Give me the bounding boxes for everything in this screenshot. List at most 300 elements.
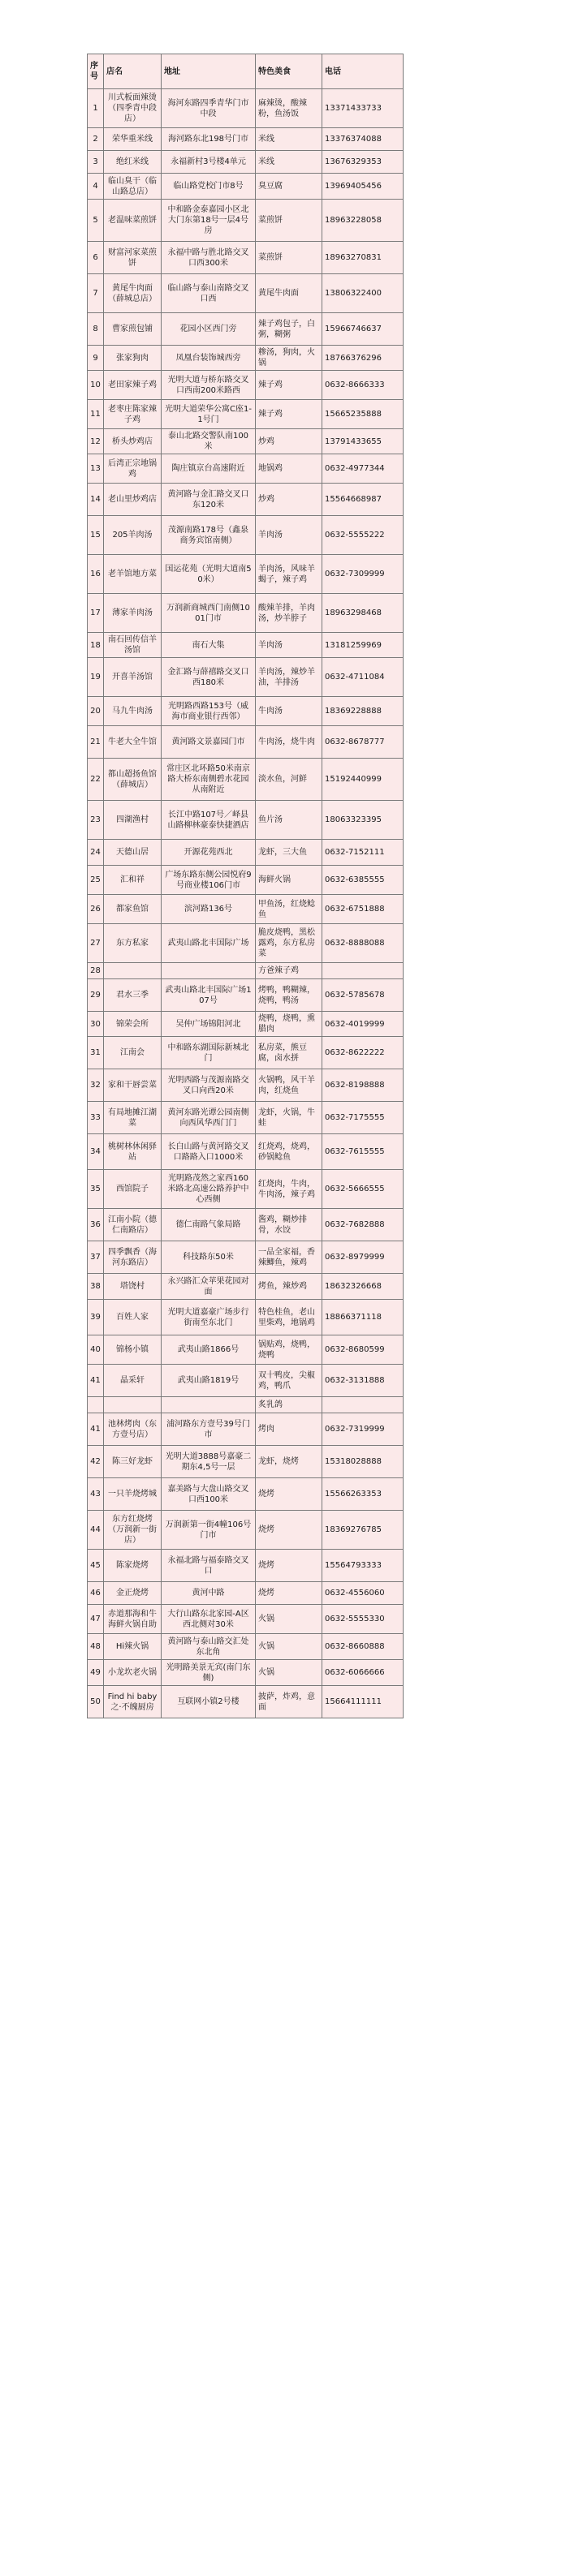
row-food: 海鲜火锅 — [256, 866, 322, 895]
row-name: 黄尾牛肉面（薛城总店） — [104, 274, 162, 313]
table-header-row — [88, 54, 404, 89]
row-phone: 13969405456 — [322, 174, 404, 200]
row-phone: 0632-8979999 — [322, 1241, 404, 1274]
row-name: 绝红米线 — [104, 151, 162, 174]
row-index: 33 — [88, 1102, 104, 1134]
table-row — [88, 313, 404, 346]
table-row — [88, 151, 404, 174]
row-food: 牛肉汤 — [256, 697, 322, 726]
table-row — [88, 516, 404, 555]
row-index: 5 — [88, 200, 104, 242]
row-phone: 15566263353 — [322, 1478, 404, 1511]
table-row — [88, 484, 404, 516]
row-phone: 18369276785 — [322, 1511, 404, 1550]
row-food: 私房菜，熊豆腐，卤水拼 — [256, 1037, 322, 1069]
row-address: 大行山路东北家园-A区西北侧对30米 — [162, 1605, 256, 1634]
row-index: 34 — [88, 1134, 104, 1170]
row-phone: 0632-3131888 — [322, 1365, 404, 1397]
row-index: 4 — [88, 174, 104, 200]
row-index: 10 — [88, 371, 104, 400]
row-phone: 0632-7319999 — [322, 1413, 404, 1446]
row-index: 17 — [88, 594, 104, 633]
row-name: 都家鱼馆 — [104, 895, 162, 924]
row-phone: 0632-4711084 — [322, 658, 404, 697]
row-address: 中和路东湖国际新城北门 — [162, 1037, 256, 1069]
row-name: 四湖渔村 — [104, 801, 162, 840]
row-food: 甲鱼汤，红烧鲶鱼 — [256, 895, 322, 924]
row-index: 7 — [88, 274, 104, 313]
row-phone: 0632-8680599 — [322, 1335, 404, 1365]
table-row — [88, 200, 404, 242]
row-address: 黄河中路 — [162, 1582, 256, 1605]
row-name: 张家狗肉 — [104, 346, 162, 371]
row-index: 40 — [88, 1335, 104, 1365]
row-address: 永兴路汇众苹果花园对面 — [162, 1274, 256, 1300]
row-name: 百姓人家 — [104, 1300, 162, 1335]
row-name: Find hi baby之·不魄厨房 — [104, 1686, 162, 1718]
table-row — [88, 1012, 404, 1037]
row-address: 泰山北路交警队南100米 — [162, 429, 256, 454]
row-phone: 18766376296 — [322, 346, 404, 371]
row-address: 浦河路东方壹号39号门市 — [162, 1413, 256, 1446]
row-phone: 15564793333 — [322, 1550, 404, 1582]
row-index: 3 — [88, 151, 104, 174]
table-row — [88, 1605, 404, 1634]
row-index: 9 — [88, 346, 104, 371]
row-phone: 18063323395 — [322, 801, 404, 840]
row-name: 马九牛肉汤 — [104, 697, 162, 726]
row-phone: 0632-8660888 — [322, 1634, 404, 1660]
row-name: 南石回传信羊汤馆 — [104, 633, 162, 658]
row-address: 武夷山路北丰国际广场 — [162, 924, 256, 963]
row-address: 黄河路文景嘉园门市 — [162, 726, 256, 759]
row-name: 赤道那海和牛海鲜火锅自助 — [104, 1605, 162, 1634]
row-name: 东方红烧烤（万润新一街店） — [104, 1511, 162, 1550]
row-index: 29 — [88, 979, 104, 1012]
row-address: 临山路与泰山南路交叉口西 — [162, 274, 256, 313]
row-index: 47 — [88, 1605, 104, 1634]
row-food: 羊肉汤 — [256, 633, 322, 658]
row-address: 长白山路与黄河路交叉口路路入口1000米 — [162, 1134, 256, 1170]
row-name: 川式板面辣烫（四季青中段店） — [104, 89, 162, 128]
row-address: 滨河路136号 — [162, 895, 256, 924]
row-food: 双十鸭皮，尖椒鸡，鸭爪 — [256, 1365, 322, 1397]
table-row — [88, 759, 404, 801]
row-index: 27 — [88, 924, 104, 963]
row-index: 1 — [88, 89, 104, 128]
row-food: 辣子鸡 — [256, 371, 322, 400]
row-name: 老山里炒鸡店 — [104, 484, 162, 516]
table-row — [88, 1634, 404, 1660]
table-row — [88, 1660, 404, 1686]
row-index: 38 — [88, 1274, 104, 1300]
row-food: 臭豆腐 — [256, 174, 322, 200]
row-phone: 13371433733 — [322, 89, 404, 128]
table-row — [88, 1102, 404, 1134]
row-address: 武夷山路北丰国际广场107号 — [162, 979, 256, 1012]
row-phone: 0632-6066666 — [322, 1660, 404, 1686]
row-index: 23 — [88, 801, 104, 840]
row-name: 江南会 — [104, 1037, 162, 1069]
row-food: 羊肉汤，辣炒羊油，羊排汤 — [256, 658, 322, 697]
row-phone: 13676329353 — [322, 151, 404, 174]
row-name: 薄家羊肉汤 — [104, 594, 162, 633]
row-index: 41 — [88, 1365, 104, 1397]
row-phone: 15192440999 — [322, 759, 404, 801]
row-phone: 0632-5666555 — [322, 1170, 404, 1209]
row-address: 嘉美路与大盘山路交叉口西100米 — [162, 1478, 256, 1511]
row-address: 茂源南路178号（鑫泉商务宾馆南侧） — [162, 516, 256, 555]
row-phone: 0632-7682888 — [322, 1209, 404, 1241]
row-food: 黄尾牛肉面 — [256, 274, 322, 313]
row-index: 30 — [88, 1012, 104, 1037]
row-index: 19 — [88, 658, 104, 697]
row-index: 6 — [88, 242, 104, 274]
row-address: 万润新商城西门南侧1001门市 — [162, 594, 256, 633]
row-address: 万润新第一街4幢106号门市 — [162, 1511, 256, 1550]
row-index: 8 — [88, 313, 104, 346]
row-food: 烤鸭，鸭糊辣，烧鸭，鸭汤 — [256, 979, 322, 1012]
row-food: 龙虾，烧烤 — [256, 1446, 322, 1478]
table-row — [88, 726, 404, 759]
row-address: 光明大道与桥东路交叉口西南200米路西 — [162, 371, 256, 400]
row-address: 凤凰台装饰城西旁 — [162, 346, 256, 371]
row-address: 花园小区西门旁 — [162, 313, 256, 346]
row-index: 43 — [88, 1478, 104, 1511]
row-food: 炒鸡 — [256, 484, 322, 516]
row-name: Hi辣火锅 — [104, 1634, 162, 1660]
row-index: 2 — [88, 128, 104, 151]
row-address: 海河东路四季青华门市中段 — [162, 89, 256, 128]
row-address: 永福中路与胜北路交叉口西300米 — [162, 242, 256, 274]
header-name: 店名 — [104, 54, 162, 89]
row-name: 后湾正宗地锅鸡 — [104, 454, 162, 484]
row-address: 广场东路东侧公园悦府9号商业楼106门市 — [162, 866, 256, 895]
row-phone: 0632-7175555 — [322, 1102, 404, 1134]
table-row — [88, 1478, 404, 1511]
table-row — [88, 1335, 404, 1365]
row-food: 烧烤 — [256, 1511, 322, 1550]
row-phone: 0632-7309999 — [322, 555, 404, 594]
row-name: 塔饶村 — [104, 1274, 162, 1300]
row-name: 家和干唇尝菜 — [104, 1069, 162, 1102]
row-phone: 0632-4019999 — [322, 1012, 404, 1037]
row-name: 一只羊烧烤城 — [104, 1478, 162, 1511]
row-phone: 15664111111 — [322, 1686, 404, 1718]
row-phone: 0632-7615555 — [322, 1134, 404, 1170]
row-phone: 0632-6751888 — [322, 895, 404, 924]
row-phone: 0632-8888088 — [322, 924, 404, 963]
row-food: 酸辣羊排，羊肉汤，炒羊脖子 — [256, 594, 322, 633]
table-row — [88, 1069, 404, 1102]
header-food: 特色美食 — [256, 54, 322, 89]
row-index: 41 — [88, 1413, 104, 1446]
row-phone: 13376374088 — [322, 128, 404, 151]
row-name: 池林烤肉（东方壹号店） — [104, 1413, 162, 1446]
row-address — [162, 1397, 256, 1413]
row-address: 光明大道3888号嘉豪二期东4,5号一层 — [162, 1446, 256, 1478]
row-food: 羊肉汤，风味羊蝎子，辣子鸡 — [256, 555, 322, 594]
row-phone: 0632-6385555 — [322, 866, 404, 895]
row-phone: 18963228058 — [322, 200, 404, 242]
row-address: 德仁南路气象局路 — [162, 1209, 256, 1241]
row-address: 光明路茂然之家西160米路北高速公路养护中心西侧 — [162, 1170, 256, 1209]
row-phone: 13181259969 — [322, 633, 404, 658]
row-phone: 0632-5555222 — [322, 516, 404, 555]
row-name: 陈三好龙虾 — [104, 1446, 162, 1478]
row-index: 45 — [88, 1550, 104, 1582]
row-name: 财富河家菜煎饼 — [104, 242, 162, 274]
row-food: 地锅鸡 — [256, 454, 322, 484]
row-address: 临山路党校门市8号 — [162, 174, 256, 200]
row-name — [104, 1397, 162, 1413]
row-index: 31 — [88, 1037, 104, 1069]
row-phone: 0632-8622222 — [322, 1037, 404, 1069]
row-index: 22 — [88, 759, 104, 801]
table-row — [88, 1413, 404, 1446]
row-food: 红烧肉，牛肉，牛肉汤，辣子鸡 — [256, 1170, 322, 1209]
row-address: 光明西路与茂源南路交叉口向西20米 — [162, 1069, 256, 1102]
row-name: 牛老大全牛馆 — [104, 726, 162, 759]
row-address: 金汇路与薛禧路交叉口西180米 — [162, 658, 256, 697]
row-address: 互联网小镇2号楼 — [162, 1686, 256, 1718]
row-phone — [322, 1397, 404, 1413]
row-name — [104, 963, 162, 979]
row-food: 烧烤 — [256, 1550, 322, 1582]
row-food: 糁汤，狗肉，火锅 — [256, 346, 322, 371]
table-row — [88, 658, 404, 697]
row-index — [88, 1397, 104, 1413]
table-row — [88, 840, 404, 866]
row-food: 菜煎饼 — [256, 200, 322, 242]
row-food: 锅贴鸡，烧鸭，烧鸭 — [256, 1335, 322, 1365]
row-phone: 18866371118 — [322, 1300, 404, 1335]
row-index: 26 — [88, 895, 104, 924]
table-row — [88, 454, 404, 484]
row-index: 21 — [88, 726, 104, 759]
row-phone: 13791433655 — [322, 429, 404, 454]
table-row — [88, 979, 404, 1012]
row-address: 光明路西路153号（威海市商业银行西邻） — [162, 697, 256, 726]
table-row — [88, 1397, 404, 1413]
row-food: 脆皮烧鸭，黑松露鸡，东方私房菜 — [256, 924, 322, 963]
row-food: 菜煎饼 — [256, 242, 322, 274]
row-phone: 18963298468 — [322, 594, 404, 633]
row-food: 炒鸡 — [256, 429, 322, 454]
row-food: 辣子鸡 — [256, 400, 322, 429]
table-row — [88, 371, 404, 400]
row-food: 牛肉汤，烧牛肉 — [256, 726, 322, 759]
table-row — [88, 1686, 404, 1718]
table-row — [88, 1209, 404, 1241]
row-name: 开喜羊汤馆 — [104, 658, 162, 697]
row-name: 锦荣会所 — [104, 1012, 162, 1037]
row-name: 205羊肉汤 — [104, 516, 162, 555]
table-row — [88, 400, 404, 429]
row-index: 28 — [88, 963, 104, 979]
table-row — [88, 866, 404, 895]
row-phone: 0632-5785678 — [322, 979, 404, 1012]
row-address: 长江中路107号／峄县山路柳林豪泰快捷酒店 — [162, 801, 256, 840]
row-food: 烤肉 — [256, 1413, 322, 1446]
row-name: 临山臭干（临山路总店） — [104, 174, 162, 200]
row-index: 49 — [88, 1660, 104, 1686]
row-food: 麻辣烫，酸辣粉，鱼汤饭 — [256, 89, 322, 128]
row-address: 永福新村3号楼4单元 — [162, 151, 256, 174]
row-food: 火锅鸭，风干羊肉，红烧鱼 — [256, 1069, 322, 1102]
row-food: 淡水鱼，河鲜 — [256, 759, 322, 801]
table-row — [88, 1274, 404, 1300]
row-food: 炙乳鸽 — [256, 1397, 322, 1413]
row-address: 吴仲广场锦阳河北 — [162, 1012, 256, 1037]
row-phone: 13806322400 — [322, 274, 404, 313]
row-address: 光明路美景无宾(南门东侧) — [162, 1660, 256, 1686]
table-row — [88, 1241, 404, 1274]
table-row — [88, 1365, 404, 1397]
row-name: 曹家煎包铺 — [104, 313, 162, 346]
row-index: 48 — [88, 1634, 104, 1660]
row-phone: 18632326668 — [322, 1274, 404, 1300]
row-name: 老羊馆地方菜 — [104, 555, 162, 594]
table-row — [88, 697, 404, 726]
row-name: 汇和祥 — [104, 866, 162, 895]
table-row — [88, 274, 404, 313]
row-name: 老田家辣子鸡 — [104, 371, 162, 400]
row-address: 常庄区北环路50米南京路大桥东南侧碧水花园从南附近 — [162, 759, 256, 801]
row-food: 鱼片汤 — [256, 801, 322, 840]
table-row — [88, 895, 404, 924]
row-address: 永福北路与福泰路交叉口 — [162, 1550, 256, 1582]
table-row — [88, 594, 404, 633]
row-index: 11 — [88, 400, 104, 429]
row-phone: 0632-4556060 — [322, 1582, 404, 1605]
table-row — [88, 89, 404, 128]
row-name: 小龙坎老火锅 — [104, 1660, 162, 1686]
row-index: 18 — [88, 633, 104, 658]
row-address: 武夷山路1819号 — [162, 1365, 256, 1397]
row-food: 一品全家福，香辣鲫鱼，辣鸡 — [256, 1241, 322, 1274]
row-name: 金正烧烤 — [104, 1582, 162, 1605]
row-name: 荣华重米线 — [104, 128, 162, 151]
table-row — [88, 1550, 404, 1582]
row-address — [162, 963, 256, 979]
row-phone: 0632-8666333 — [322, 371, 404, 400]
row-address: 武夷山路1866号 — [162, 1335, 256, 1365]
header-address: 地址 — [162, 54, 256, 89]
header-phone: 电话 — [322, 54, 404, 89]
row-name: 有局地摊江湖菜 — [104, 1102, 162, 1134]
row-name: 西馆院子 — [104, 1170, 162, 1209]
row-food: 羊肉汤 — [256, 516, 322, 555]
row-food: 烤鱼，辣炒鸡 — [256, 1274, 322, 1300]
row-food: 辣子鸡包子，白粥，糊粥 — [256, 313, 322, 346]
row-food: 特色桂鱼，老山里柴鸡，地锅鸡 — [256, 1300, 322, 1335]
row-index: 16 — [88, 555, 104, 594]
row-index: 39 — [88, 1300, 104, 1335]
row-name: 江南小院（德仁南路店） — [104, 1209, 162, 1241]
table-row — [88, 242, 404, 274]
row-phone: 18963270831 — [322, 242, 404, 274]
row-name: 陈家烧烤 — [104, 1550, 162, 1582]
row-phone: 15318028888 — [322, 1446, 404, 1478]
row-food: 烧烤 — [256, 1478, 322, 1511]
row-food: 火锅 — [256, 1634, 322, 1660]
row-food: 龙虾，三大鱼 — [256, 840, 322, 866]
row-address: 光明大道荣华公寓C座1-1号门 — [162, 400, 256, 429]
row-address: 开源花苑西北 — [162, 840, 256, 866]
restaurant-list — [87, 54, 403, 1718]
row-food: 烧烤 — [256, 1582, 322, 1605]
table-row — [88, 1300, 404, 1335]
table-row — [88, 1170, 404, 1209]
row-food: 火锅 — [256, 1660, 322, 1686]
table-row — [88, 346, 404, 371]
row-address: 海河路东北198号门市 — [162, 128, 256, 151]
table-row — [88, 174, 404, 200]
table-row — [88, 555, 404, 594]
row-index: 15 — [88, 516, 104, 555]
row-index: 12 — [88, 429, 104, 454]
row-name: 东方私家 — [104, 924, 162, 963]
row-address: 中和路金泰嘉园小区北大门东第18号一层4号房 — [162, 200, 256, 242]
row-index: 14 — [88, 484, 104, 516]
row-address: 国运花苑（光明大道南50米） — [162, 555, 256, 594]
row-phone: 15564668987 — [322, 484, 404, 516]
row-index: 42 — [88, 1446, 104, 1478]
row-name: 桥头炒鸡店 — [104, 429, 162, 454]
row-name: 老温味菜煎饼 — [104, 200, 162, 242]
table-row — [88, 1511, 404, 1550]
table-row — [88, 963, 404, 979]
row-address: 黄河路与泰山路交汇处东北角 — [162, 1634, 256, 1660]
row-phone: 18369228888 — [322, 697, 404, 726]
row-index: 32 — [88, 1069, 104, 1102]
row-name: 君水三季 — [104, 979, 162, 1012]
row-name: 天德山居 — [104, 840, 162, 866]
row-index: 37 — [88, 1241, 104, 1274]
table-row — [88, 1446, 404, 1478]
row-index: 35 — [88, 1170, 104, 1209]
row-name: 桃树林休闲驿站 — [104, 1134, 162, 1170]
table-row — [88, 128, 404, 151]
row-phone: 0632-4977344 — [322, 454, 404, 484]
row-phone: 15966746637 — [322, 313, 404, 346]
row-phone: 0632-8678777 — [322, 726, 404, 759]
row-index: 25 — [88, 866, 104, 895]
header-index: 序号 — [88, 54, 104, 89]
restaurant-table — [87, 54, 404, 1718]
row-food: 方爸辣子鸡 — [256, 963, 322, 979]
table-row — [88, 429, 404, 454]
row-address: 光明大道嘉豪广场步行街南至东北门 — [162, 1300, 256, 1335]
row-phone: 15665235888 — [322, 400, 404, 429]
table-row — [88, 1134, 404, 1170]
row-index: 20 — [88, 697, 104, 726]
row-address: 黄河东路光谭公园南侧向西风华西门门 — [162, 1102, 256, 1134]
row-food: 烧鸭，烧鸭，熏腊肉 — [256, 1012, 322, 1037]
row-index: 24 — [88, 840, 104, 866]
row-address: 南石大集 — [162, 633, 256, 658]
row-name: 老枣庄陈家辣子鸡 — [104, 400, 162, 429]
row-food: 披萨，炸鸡，意面 — [256, 1686, 322, 1718]
row-food: 米线 — [256, 151, 322, 174]
row-food: 龙虾，火锅，牛蛙 — [256, 1102, 322, 1134]
row-phone — [322, 963, 404, 979]
table-row — [88, 1037, 404, 1069]
row-index: 13 — [88, 454, 104, 484]
row-name: 锦杨小镇 — [104, 1335, 162, 1365]
row-food: 米线 — [256, 128, 322, 151]
